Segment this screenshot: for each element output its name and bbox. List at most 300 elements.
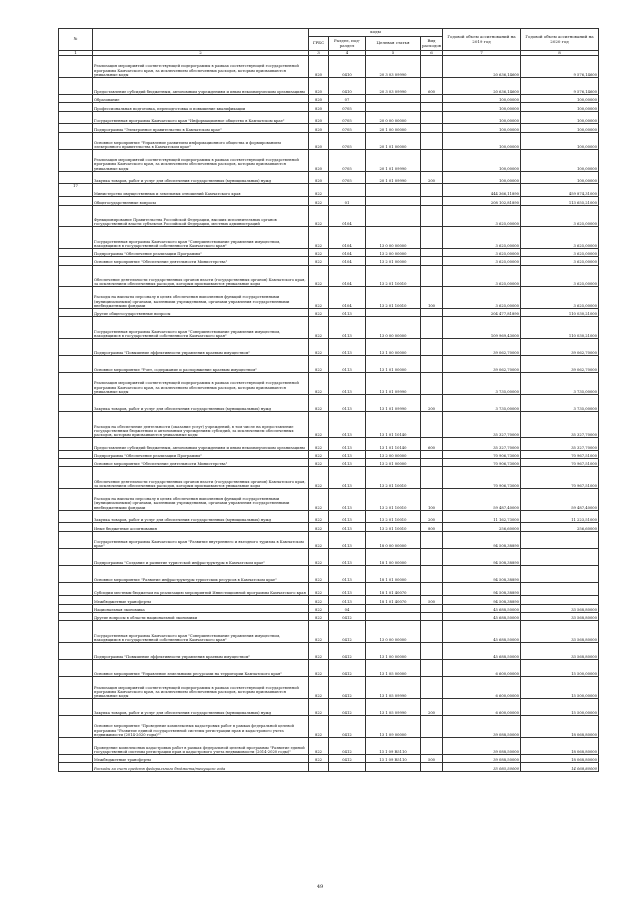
row-amount-2019-cell: 100,00000 [443, 171, 521, 184]
row-amount-2020-cell [521, 531, 599, 548]
row-target-article-cell: 13 1 01 09990 [366, 373, 421, 395]
table-row [59, 677, 599, 699]
row-expense-type-cell [421, 549, 443, 566]
row-razdel-cell: 0113 [329, 596, 366, 604]
row-grbs-cell: 822 [309, 737, 329, 754]
row-razdel-cell: 0104 [329, 265, 366, 287]
row-razdel-cell: 0113 [329, 531, 366, 548]
row-razdel-cell: 0113 [329, 355, 366, 372]
table-row [59, 450, 599, 458]
row-name-cell: Основное мероприятие "Развитие инфраструктуры туристских ресурсов в Камчатском крае" [93, 566, 309, 583]
table-row [59, 132, 599, 149]
row-razdel-cell: 01 [329, 197, 366, 205]
row-amount-2019-cell: 208 102,81890 [443, 197, 521, 205]
table-row [59, 459, 599, 467]
table-row [59, 205, 599, 227]
table-row [59, 248, 599, 256]
row-expense-type-cell [421, 566, 443, 583]
row-razdel-cell: 0104 [329, 205, 366, 227]
row-expense-type-cell [421, 642, 443, 659]
row-razdel-cell: 0104 [329, 257, 366, 265]
row-razdel-cell: 0705 [329, 111, 366, 124]
row-amount-2019-cell: 100,00000 [443, 103, 521, 111]
row-name-cell: Государственная программа Камчатского края "Развитие внутреннего и въездного туризма в Камчатском крае" [93, 531, 309, 548]
row-number-cell [59, 621, 93, 643]
row-target-article-cell [366, 604, 421, 612]
row-expense-type-cell [421, 124, 443, 132]
table-row [59, 124, 599, 132]
row-target-article-cell [366, 103, 421, 111]
table-row [59, 716, 599, 738]
table-row [59, 77, 599, 94]
row-amount-2019-cell: 100,00000 [443, 111, 521, 124]
row-grbs-cell: 820 [309, 111, 329, 124]
row-expense-type-cell [421, 677, 443, 699]
row-expense-type-cell [421, 132, 443, 149]
row-number-cell [59, 355, 93, 372]
row-number-cell [59, 227, 93, 249]
row-grbs-cell: 822 [309, 531, 329, 548]
row-target-article-cell: 20 1 01 09990 [366, 171, 421, 184]
row-expense-type-cell [421, 459, 443, 467]
row-amount-2019-cell: 94 508,38890 [443, 566, 521, 583]
index-cell: 5 [366, 51, 421, 56]
row-amount-2019-cell: 35 085,50000 [443, 763, 521, 771]
row-expense-type-cell [421, 317, 443, 339]
row-name-cell: Образование [93, 94, 309, 102]
row-name-cell: Реализация мероприятий соответствующей подпрограммы в рамках соответствующей государственной программы Камчатского края, за исключением обеспеченных расходов, которым присваиваются уникальные коды [93, 677, 309, 699]
row-expense-type-cell [421, 604, 443, 612]
row-target-article-cell: 13 0 00 00000 [366, 317, 421, 339]
row-amount-2019-cell: 94 508,38890 [443, 583, 521, 596]
row-amount-2020-cell: 70 967,51000 [521, 450, 599, 458]
row-amount-2020-cell: 100,00000 [521, 124, 599, 132]
row-expense-type-cell [421, 227, 443, 249]
table-row [59, 56, 599, 78]
row-name-cell: Подпрограмма "Электронное правительство в Камчатском крае" [93, 124, 309, 132]
row-amount-2020-cell: 33 568,80000 [521, 621, 599, 643]
row-amount-2019-cell: 45 688,50000 [443, 621, 521, 643]
row-razdel-cell [329, 184, 366, 197]
row-amount-2020-cell: 15 500,00000 [521, 660, 599, 677]
row-amount-2020-cell: 3 625,00000 [521, 205, 599, 227]
row-razdel-cell: 0705 [329, 132, 366, 149]
row-expense-type-cell [421, 583, 443, 596]
row-number-cell [59, 373, 93, 395]
row-target-article-cell: 13 0 00 00000 [366, 621, 421, 643]
row-target-article-cell: 13 2 01 00000 [366, 257, 421, 265]
row-number-cell [59, 150, 93, 172]
row-name-cell: Функционирование Правительства Российской Федерации, высших исполнительных органов государственной власти субъектов Российской Федерации, местных администраций [93, 205, 309, 227]
row-grbs-cell: 822 [309, 523, 329, 531]
row-razdel-cell: 0113 [329, 411, 366, 437]
row-grbs-cell: 822 [309, 698, 329, 715]
table-row [59, 257, 599, 265]
row-razdel-cell: 0410 [329, 77, 366, 94]
row-number-cell [59, 394, 93, 411]
index-cell: 2 [93, 51, 309, 56]
row-number-cell [59, 583, 93, 596]
row-grbs-cell: 822 [309, 677, 329, 699]
row-amount-2020-cell: 39 062,70000 [521, 338, 599, 355]
row-target-article-cell: 13 2 01 10010 [366, 489, 421, 511]
budget-table-body [59, 56, 599, 772]
row-grbs-cell: 822 [309, 596, 329, 604]
row-number-cell [59, 257, 93, 265]
row-razdel-cell: 0412 [329, 660, 366, 677]
table-row [59, 394, 599, 411]
row-amount-2019-cell: 45 688,50000 [443, 642, 521, 659]
header-grbs: ГРБС [309, 37, 329, 51]
row-amount-2019-cell: 39 088,50000 [443, 716, 521, 738]
row-amount-2020-cell: 100,00000 [521, 111, 599, 124]
row-target-article-cell [366, 94, 421, 102]
row-amount-2019-cell: 100,00000 [443, 132, 521, 149]
row-grbs-cell: 822 [309, 549, 329, 566]
row-expense-type-cell [421, 150, 443, 172]
row-expense-type-cell [421, 716, 443, 738]
row-name-cell: Реализация мероприятий соответствующей подпрограммы в рамках соответствующей государственной программы Камчатского края, за исключением обеспеченных расходов, которым присваиваются уникальные коды [93, 373, 309, 395]
row-amount-2020-cell: 9 576,14600 [521, 77, 599, 94]
row-amount-2020-cell: 11 223,51000 [521, 510, 599, 523]
row-number-cell [59, 531, 93, 548]
row-razdel-cell: 0113 [329, 450, 366, 458]
row-grbs-cell: 820 [309, 94, 329, 102]
row-number-cell [59, 103, 93, 111]
row-razdel-cell: 0412 [329, 642, 366, 659]
row-amount-2019-cell: 39 062,70000 [443, 338, 521, 355]
row-expense-type-cell [421, 737, 443, 754]
row-name-cell: Подпрограмма "Создание и развитие туристской инфраструктуры в Камчатском крае" [93, 549, 309, 566]
row-amount-2019-cell: 94 508,38890 [443, 596, 521, 604]
row-amount-2019-cell: 204 477,81890 [443, 308, 521, 316]
row-number-cell [59, 56, 93, 78]
table-row [59, 197, 599, 205]
row-name-cell: Закупка товаров, работ и услуг для обеспечения государственных (муниципальных) нужд [93, 394, 309, 411]
header-year-2020: Годовой объем ассигнований на 2020 год [521, 29, 599, 51]
table-row [59, 754, 599, 762]
row-expense-type-cell: 500 [421, 754, 443, 762]
row-name-cell: Государственная программа Камчатского края "Совершенствование управления имуществом, находящимся в государственной собственности Камчатского края" [93, 621, 309, 643]
row-name-cell: Национальная экономика [93, 604, 309, 612]
row-expense-type-cell [421, 94, 443, 102]
row-target-article-cell: 13 2 01 10010 [366, 510, 421, 523]
row-number-cell [59, 698, 93, 715]
row-razdel-cell: 0104 [329, 287, 366, 309]
row-number-cell [59, 489, 93, 511]
row-target-article-cell: 18 0 00 00000 [366, 531, 421, 548]
row-amount-2020-cell: 3 735,00000 [521, 394, 599, 411]
header-name [93, 29, 309, 51]
row-amount-2019-cell: 6 600,00000 [443, 677, 521, 699]
row-name-cell: Реализация мероприятий соответствующей подпрограммы в рамках соответствующей государственной программы Камчатского края, за исключением обеспеченных расходов, которым присваиваются уникальные коды [93, 56, 309, 78]
row-razdel-cell: 0104 [329, 227, 366, 249]
row-target-article-cell: 18 1 01 40070 [366, 583, 421, 596]
row-target-article-cell: 20 1 00 00000 [366, 124, 421, 132]
table-row [59, 604, 599, 612]
row-grbs-cell: 822 [309, 411, 329, 437]
index-cell: 1 [59, 51, 93, 56]
row-name-cell: Реализация мероприятий соответствующей подпрограммы в рамках соответствующей государственной программы Камчатского края, за исключением обеспеченных расходов, которым присваиваются уникальные коды [93, 150, 309, 172]
row-target-article-cell: 13 0 00 00000 [366, 227, 421, 249]
index-cell: 4 [329, 51, 366, 56]
row-target-article-cell: 13 1 05 09990 [366, 698, 421, 715]
row-grbs-cell: 822 [309, 489, 329, 511]
row-amount-2020-cell: 35 327,70000 [521, 411, 599, 437]
row-target-article-cell: 13 2 00 00000 [366, 450, 421, 458]
row-amount-2019-cell: 256,60000 [443, 523, 521, 531]
table-row [59, 566, 599, 583]
row-amount-2020-cell: 110 030,21000 [521, 317, 599, 339]
row-number-cell [59, 677, 93, 699]
row-number-cell [59, 467, 93, 489]
row-target-article-cell: 18 1 00 00000 [366, 549, 421, 566]
table-row [59, 184, 599, 197]
row-amount-2019-cell: 70 906,73000 [443, 450, 521, 458]
index-cell: 7 [443, 51, 521, 56]
row-grbs-cell: 822 [309, 308, 329, 316]
header-razdel: Раздел, под-раздел [329, 37, 366, 51]
row-grbs-cell: 822 [309, 373, 329, 395]
row-amount-2020-cell: 39 062,70000 [521, 355, 599, 372]
row-grbs-cell: 820 [309, 56, 329, 78]
row-expense-type-cell: 800 [421, 523, 443, 531]
row-number-cell [59, 411, 93, 437]
row-expense-type-cell: 100 [421, 489, 443, 511]
row-amount-2020-cell: 59 487,40000 [521, 489, 599, 511]
table-row [59, 489, 599, 511]
table-row [59, 227, 599, 249]
row-number-cell [59, 132, 93, 149]
row-target-article-cell: 13 1 01 09990 [366, 394, 421, 411]
table-row [59, 317, 599, 339]
row-amount-2019-cell: 35 327,70000 [443, 411, 521, 437]
row-name-cell: Расходы на выплаты персоналу в целях обеспечения выполнения функций государственными (муниципальными) органами, казенными учреждениями, органами управления государственными внебюджетными фондами [93, 287, 309, 309]
row-amount-2019-cell: 94 508,38890 [443, 549, 521, 566]
row-amount-2020-cell: 100,00000 [521, 171, 599, 184]
row-amount-2020-cell [521, 583, 599, 596]
row-grbs-cell: 822 [309, 257, 329, 265]
row-grbs-cell: 820 [309, 171, 329, 184]
row-razdel-cell: 0113 [329, 510, 366, 523]
row-amount-2020-cell: 70 967,51000 [521, 459, 599, 467]
row-grbs-cell: 822 [309, 621, 329, 643]
row-amount-2020-cell: 110 030,21000 [521, 308, 599, 316]
header-number: № [59, 29, 93, 51]
row-target-article-cell: 13 1 00 00000 [366, 642, 421, 659]
row-name-cell: Основное мероприятие "Учет, содержание и распоряжение краевым имуществом" [93, 355, 309, 372]
row-amount-2020-cell: 15 500,00000 [521, 698, 599, 715]
row-target-article-cell: 13 2 01 10010 [366, 287, 421, 309]
row-expense-type-cell [421, 660, 443, 677]
row-razdel-cell: 0410 [329, 56, 366, 78]
row-amount-2020-cell: 14 068,80000 [521, 763, 599, 771]
index-cell: 3 [309, 51, 329, 56]
row-amount-2019-cell: 45 688,50000 [443, 604, 521, 612]
row-razdel-cell: 0113 [329, 583, 366, 596]
row-expense-type-cell: 600 [421, 437, 443, 450]
table-row [59, 287, 599, 309]
row-target-article-cell: 20 1 01 09990 [366, 150, 421, 172]
row-amount-2019-cell: 70 906,73000 [443, 467, 521, 489]
table-row [59, 437, 599, 450]
row-amount-2020-cell: 3 625,00000 [521, 257, 599, 265]
row-amount-2020-cell: 3 625,00000 [521, 265, 599, 287]
table-row [59, 467, 599, 489]
row-amount-2020-cell: 100,00000 [521, 103, 599, 111]
row-name-cell: Государственная программа Камчатского края "Совершенствование управления имуществом, находящимся в государственной собственности Камчатского края" [93, 227, 309, 249]
row-name-cell: Основное мероприятие "Управление земельными ресурсами на территории Камчатского края" [93, 660, 309, 677]
table-row [59, 355, 599, 372]
table-row [59, 737, 599, 754]
row-amount-2019-cell: 3 625,00000 [443, 257, 521, 265]
row-expense-type-cell [421, 411, 443, 437]
row-expense-type-cell [421, 355, 443, 372]
row-number-cell [59, 763, 93, 771]
row-amount-2020-cell: 459 874,31000 [521, 184, 599, 197]
row-number-cell [59, 205, 93, 227]
row-amount-2019-cell: 6 600,00000 [443, 660, 521, 677]
row-number-cell [59, 754, 93, 762]
table-row [59, 150, 599, 172]
row-name-cell: Закупка товаров, работ и услуг для обеспечения государственных (муниципальных) нужд [93, 171, 309, 184]
row-grbs-cell: 820 [309, 77, 329, 94]
row-amount-2020-cell: 3 735,00000 [521, 373, 599, 395]
row-amount-2020-cell [521, 596, 599, 604]
row-expense-type-cell [421, 308, 443, 316]
row-amount-2020-cell: 3 625,00000 [521, 287, 599, 309]
row-amount-2019-cell: 100,00000 [443, 94, 521, 102]
row-number-cell [59, 642, 93, 659]
row-name-cell: Обеспечение деятельности государственных органов власти (государственных органов) Камчатского края, за исключением обеспеченных расходов, которым присваиваются уникальные коды [93, 467, 309, 489]
row-razdel-cell: 0412 [329, 754, 366, 762]
row-amount-2019-cell: 6 600,00000 [443, 698, 521, 715]
row-expense-type-cell [421, 184, 443, 197]
row-expense-type-cell [421, 467, 443, 489]
row-target-article-cell [366, 197, 421, 205]
row-amount-2019-cell: 3 735,00000 [443, 373, 521, 395]
row-razdel-cell: 0113 [329, 459, 366, 467]
row-target-article-cell: 20 3 03 09990 [366, 77, 421, 94]
row-target-article-cell: 13 2 01 00000 [366, 459, 421, 467]
row-number-cell [59, 124, 93, 132]
row-target-article-cell [366, 308, 421, 316]
row-target-article-cell: 20 0 00 00000 [366, 111, 421, 124]
row-razdel-cell: 0113 [329, 308, 366, 316]
row-grbs-cell: 820 [309, 103, 329, 111]
row-name-cell: Подпрограмма "Повышение эффективности управления краевым имуществом" [93, 642, 309, 659]
row-amount-2020-cell: 113 655,21000 [521, 197, 599, 205]
row-grbs-cell: 822 [309, 754, 329, 762]
row-amount-2020-cell: 100,00000 [521, 94, 599, 102]
row-razdel-cell: 0705 [329, 124, 366, 132]
row-name-cell: Профессиональная подготовка, переподготовка и повышение квалификации [93, 103, 309, 111]
row-grbs-cell: 822 [309, 459, 329, 467]
table-row [59, 621, 599, 643]
row-razdel-cell: 04 [329, 604, 366, 612]
row-razdel-cell: 0412 [329, 621, 366, 643]
row-amount-2020-cell: 3 625,00000 [521, 227, 599, 249]
row-razdel-cell [329, 763, 366, 771]
row-name-cell: Другие вопросы в области национальной экономики [93, 613, 309, 621]
row-grbs-cell: 822 [309, 205, 329, 227]
row-name-cell: Предоставление субсидий бюджетным, автономным учреждениям и иным некоммерческим организациям [93, 437, 309, 450]
row-amount-2019-cell: 3 625,00000 [443, 265, 521, 287]
row-target-article-cell: 13 2 01 10010 [366, 265, 421, 287]
row-amount-2020-cell: 100,00000 [521, 150, 599, 172]
row-amount-2020-cell: 100,00000 [521, 132, 599, 149]
row-target-article-cell: 13 1 05 09990 [366, 677, 421, 699]
row-number-cell [59, 660, 93, 677]
row-amount-2019-cell: 100,00000 [443, 124, 521, 132]
row-name-cell: Основное мероприятие "Обеспечение деятельности Министерства" [93, 459, 309, 467]
table-row [59, 763, 599, 771]
table-row [59, 523, 599, 531]
row-expense-type-cell [421, 613, 443, 621]
row-amount-2019-cell: 444 366,11890 [443, 184, 521, 197]
row-amount-2020-cell: 33 568,80000 [521, 642, 599, 659]
table-row [59, 308, 599, 316]
row-razdel-cell: 0113 [329, 489, 366, 511]
row-target-article-cell [366, 205, 421, 227]
row-number-cell [59, 523, 93, 531]
row-number-cell [59, 604, 93, 612]
row-razdel-cell: 0113 [329, 373, 366, 395]
row-expense-type-cell: 200 [421, 394, 443, 411]
row-target-article-cell [366, 613, 421, 621]
row-grbs-cell: 822 [309, 394, 329, 411]
row-amount-2020-cell: 18 068,80000 [521, 754, 599, 762]
row-grbs-cell: 822 [309, 510, 329, 523]
row-expense-type-cell [421, 257, 443, 265]
row-razdel-cell: 0113 [329, 437, 366, 450]
row-razdel-cell: 0705 [329, 103, 366, 111]
row-name-cell: Межбюджетные трансферты [93, 596, 309, 604]
row-amount-2020-cell: 256,60000 [521, 523, 599, 531]
budget-table [58, 28, 599, 772]
row-razdel-cell: 0104 [329, 248, 366, 256]
header-year-2019: Годовой объем ассигнований на 2019 год [443, 29, 521, 51]
row-name-cell: Закупка товаров, работ и услуг для обеспечения государственных (муниципальных) нужд [93, 510, 309, 523]
row-amount-2020-cell: 35 327,70000 [521, 437, 599, 450]
row-amount-2020-cell: 70 967,51000 [521, 467, 599, 489]
row-amount-2019-cell: 39 088,50000 [443, 754, 521, 762]
row-target-article-cell: 13 1 01 10140 [366, 411, 421, 437]
row-grbs-cell: 822 [309, 660, 329, 677]
index-cell: 6 [421, 51, 443, 56]
row-grbs-cell: 822 [309, 248, 329, 256]
row-expense-type-cell: 200 [421, 698, 443, 715]
row-target-article-cell: 13 1 09 R5110 [366, 737, 421, 754]
row-number-cell [59, 94, 93, 102]
row-grbs-cell: 822 [309, 450, 329, 458]
row-target-article-cell: 13 2 00 00000 [366, 248, 421, 256]
row-target-article-cell: 13 1 09 00000 [366, 716, 421, 738]
table-row [59, 613, 599, 621]
row-name-cell: Государственная программа Камчатского края "Совершенствование управления имуществом, находящимся в государственной собственности Камчатского края" [93, 317, 309, 339]
row-number-cell [59, 77, 93, 94]
row-name-cell: Проведение комплексных кадастровых работ в рамках федеральной целевой программы "Развитие единой государственной системы регистрации прав и кадастрового учета недвижимости (2014-2020 годы)" [93, 737, 309, 754]
row-target-article-cell: 13 1 01 10140 [366, 437, 421, 450]
row-expense-type-cell [421, 763, 443, 771]
table-row [59, 510, 599, 523]
table-row [59, 411, 599, 437]
row-grbs-cell: 820 [309, 132, 329, 149]
row-razdel-cell: 0113 [329, 549, 366, 566]
row-grbs-cell: 820 [309, 124, 329, 132]
row-expense-type-cell: 600 [421, 77, 443, 94]
table-row [59, 549, 599, 566]
